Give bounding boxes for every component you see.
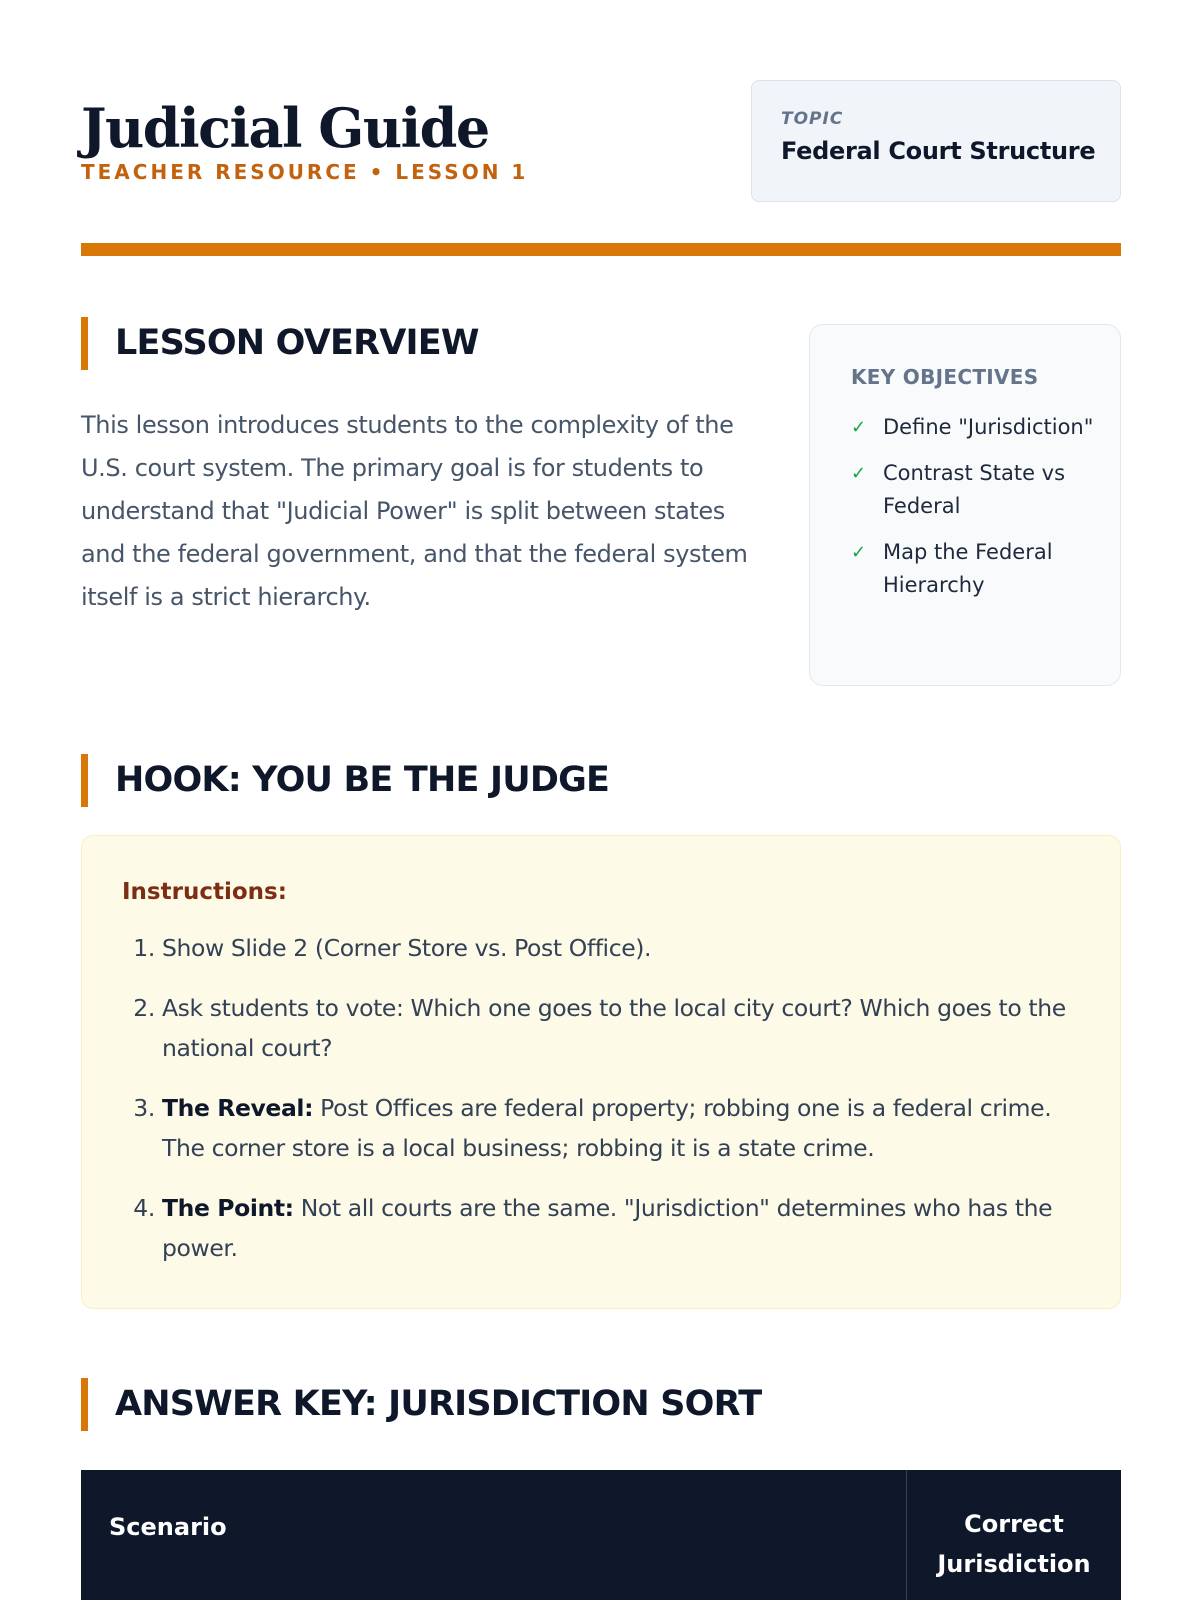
table-header-scenario: Scenario — [109, 1513, 227, 1541]
instruction-bold-label: The Point: — [162, 1194, 294, 1222]
instruction-text: Not all courts are the same. "Jurisdiction" determines who has the power. — [162, 1194, 1053, 1262]
check-icon: ✓ — [851, 542, 867, 563]
instruction-text: Show Slide 2 (Corner Store vs. Post Office). — [162, 934, 652, 962]
page-subtitle: TEACHER RESOURCE • LESSON 1 — [81, 160, 529, 184]
header-divider — [81, 243, 1121, 256]
objective-text: Define "Jurisdiction" — [883, 415, 1094, 439]
hook-instructions-box — [81, 835, 1121, 1309]
instructions-list — [122, 928, 1080, 1268]
objective-item — [851, 536, 1100, 602]
objective-text: Contrast State vs Federal — [883, 461, 1066, 518]
section-heading-overview: LESSON OVERVIEW — [81, 317, 479, 370]
objective-item — [851, 411, 1100, 444]
check-icon: ✓ — [851, 417, 867, 438]
topic-label: TOPIC — [781, 109, 844, 129]
instruction-item — [162, 988, 1080, 1068]
instruction-item — [162, 1088, 1080, 1168]
objectives-title: KEY OBJECTIVES — [851, 365, 1039, 389]
objectives-list — [851, 411, 1100, 602]
objective-item — [851, 457, 1100, 523]
table-header-jurisdiction: Correct Jurisdiction — [906, 1470, 1121, 1600]
instruction-bold-label: The Reveal: — [162, 1094, 314, 1122]
instruction-text: Ask students to vote: Which one goes to the local city court? Which goes to the national court? — [162, 994, 1066, 1062]
instructions-title: Instructions: — [122, 879, 287, 905]
topic-card — [751, 80, 1121, 202]
topic-value: Federal Court Structure — [781, 137, 1096, 165]
key-objectives-card — [809, 324, 1121, 686]
section-heading-hook: HOOK: YOU BE THE JUDGE — [81, 754, 609, 807]
check-icon: ✓ — [851, 463, 867, 484]
answer-key-table — [81, 1470, 1121, 1600]
instruction-text: Post Offices are federal property; robbing one is a federal crime. The corner store is a local business; robbing it is a state crime. — [162, 1094, 1052, 1162]
header — [81, 80, 1121, 210]
instruction-item — [162, 1188, 1080, 1268]
instruction-item — [162, 928, 1080, 968]
page-title: Judicial Guide — [81, 96, 489, 160]
lesson-page — [81, 0, 1121, 1600]
section-heading-answer-key: ANSWER KEY: JURISDICTION SORT — [81, 1378, 761, 1431]
overview-text: This lesson introduces students to the complexity of the U.S. court system. The primary goal is for students to understand that "Judicial Power" is split between states and the federal government, and that the federal system itself is a strict hierarchy. — [81, 411, 748, 611]
objective-text: Map the Federal Hierarchy — [883, 540, 1053, 597]
